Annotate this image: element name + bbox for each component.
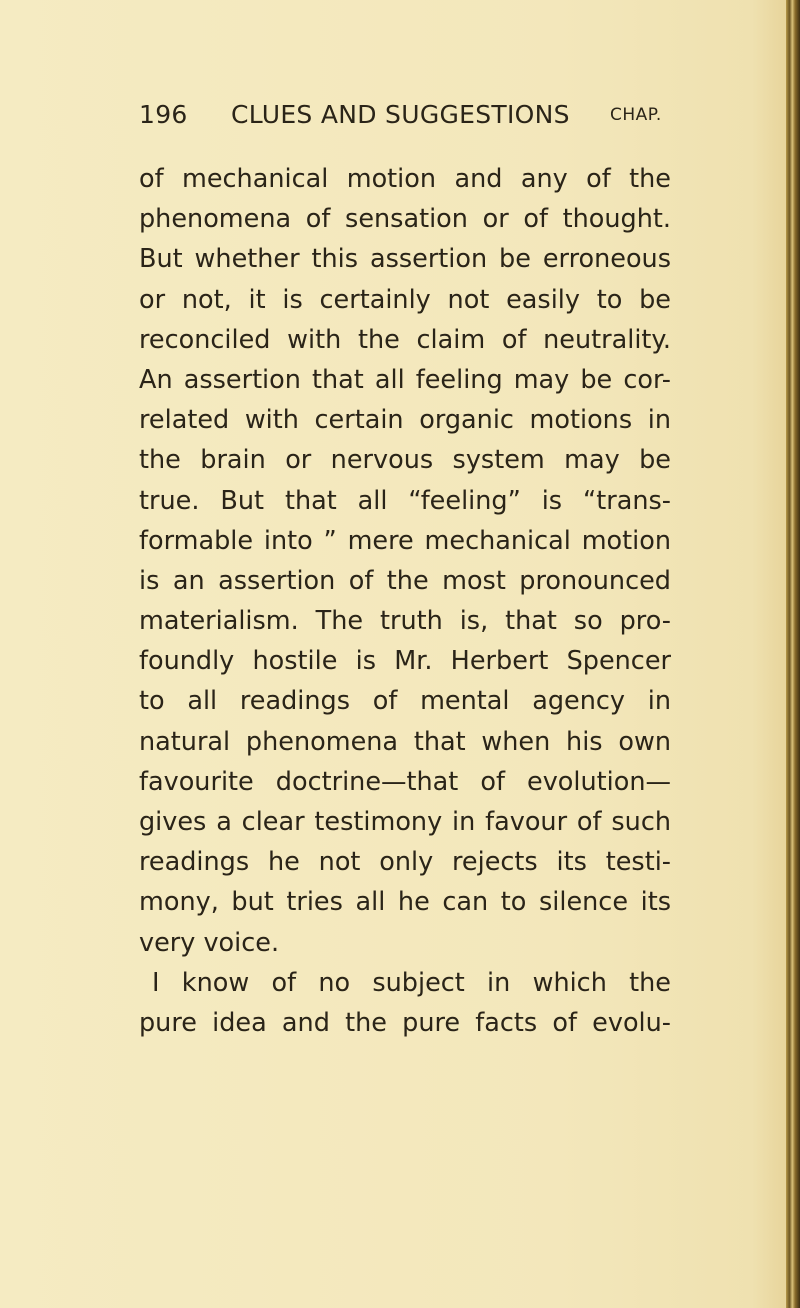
paragraph-start-line: I know of no subject in which the bbox=[152, 967, 671, 998]
chapter-label: CHAP. bbox=[610, 105, 662, 125]
text-line: readings he not only rejects its testi- bbox=[139, 847, 671, 878]
text-line: mony, but tries all he can to silence its bbox=[139, 887, 671, 918]
page-binding-edge bbox=[786, 0, 800, 1308]
text-line: the brain or nervous system may be bbox=[139, 445, 671, 476]
text-line: true. But that all “feeling” is “trans- bbox=[139, 485, 671, 516]
text-line: pure idea and the pure facts of evolu- bbox=[139, 1007, 671, 1038]
text-line: is an assertion of the most pronounced bbox=[139, 565, 671, 596]
page-number: 196 bbox=[139, 100, 188, 129]
text-line: But whether this assertion be erroneous bbox=[139, 244, 671, 275]
text-line: or not, it is certainly not easily to be bbox=[139, 284, 671, 315]
text-line: reconciled with the claim of neutrality. bbox=[139, 324, 671, 355]
text-line: foundly hostile is Mr. Herbert Spencer bbox=[139, 646, 671, 677]
paragraph-end-line: very voice. bbox=[139, 927, 280, 958]
running-header bbox=[139, 100, 679, 140]
running-title: CLUES AND SUGGESTIONS bbox=[231, 100, 570, 129]
body-text bbox=[139, 159, 671, 1043]
text-line: related with certain organic motions in bbox=[139, 405, 671, 436]
text-line: of mechanical motion and any of the bbox=[139, 164, 671, 194]
text-line: materialism. The truth is, that so pro- bbox=[139, 606, 671, 637]
text-line: phenomena of sensation or of thought. bbox=[139, 204, 671, 235]
text-line: to all readings of mental agency in bbox=[139, 686, 671, 717]
text-line: formable into ” mere mechanical motion bbox=[139, 525, 671, 556]
text-line: natural phenomena that when his own bbox=[139, 726, 671, 757]
text-line: gives a clear testimony in favour of such bbox=[139, 807, 671, 837]
text-line: An assertion that all feeling may be cor- bbox=[139, 364, 671, 395]
text-line: favourite doctrine—that of evolution— bbox=[139, 766, 671, 797]
